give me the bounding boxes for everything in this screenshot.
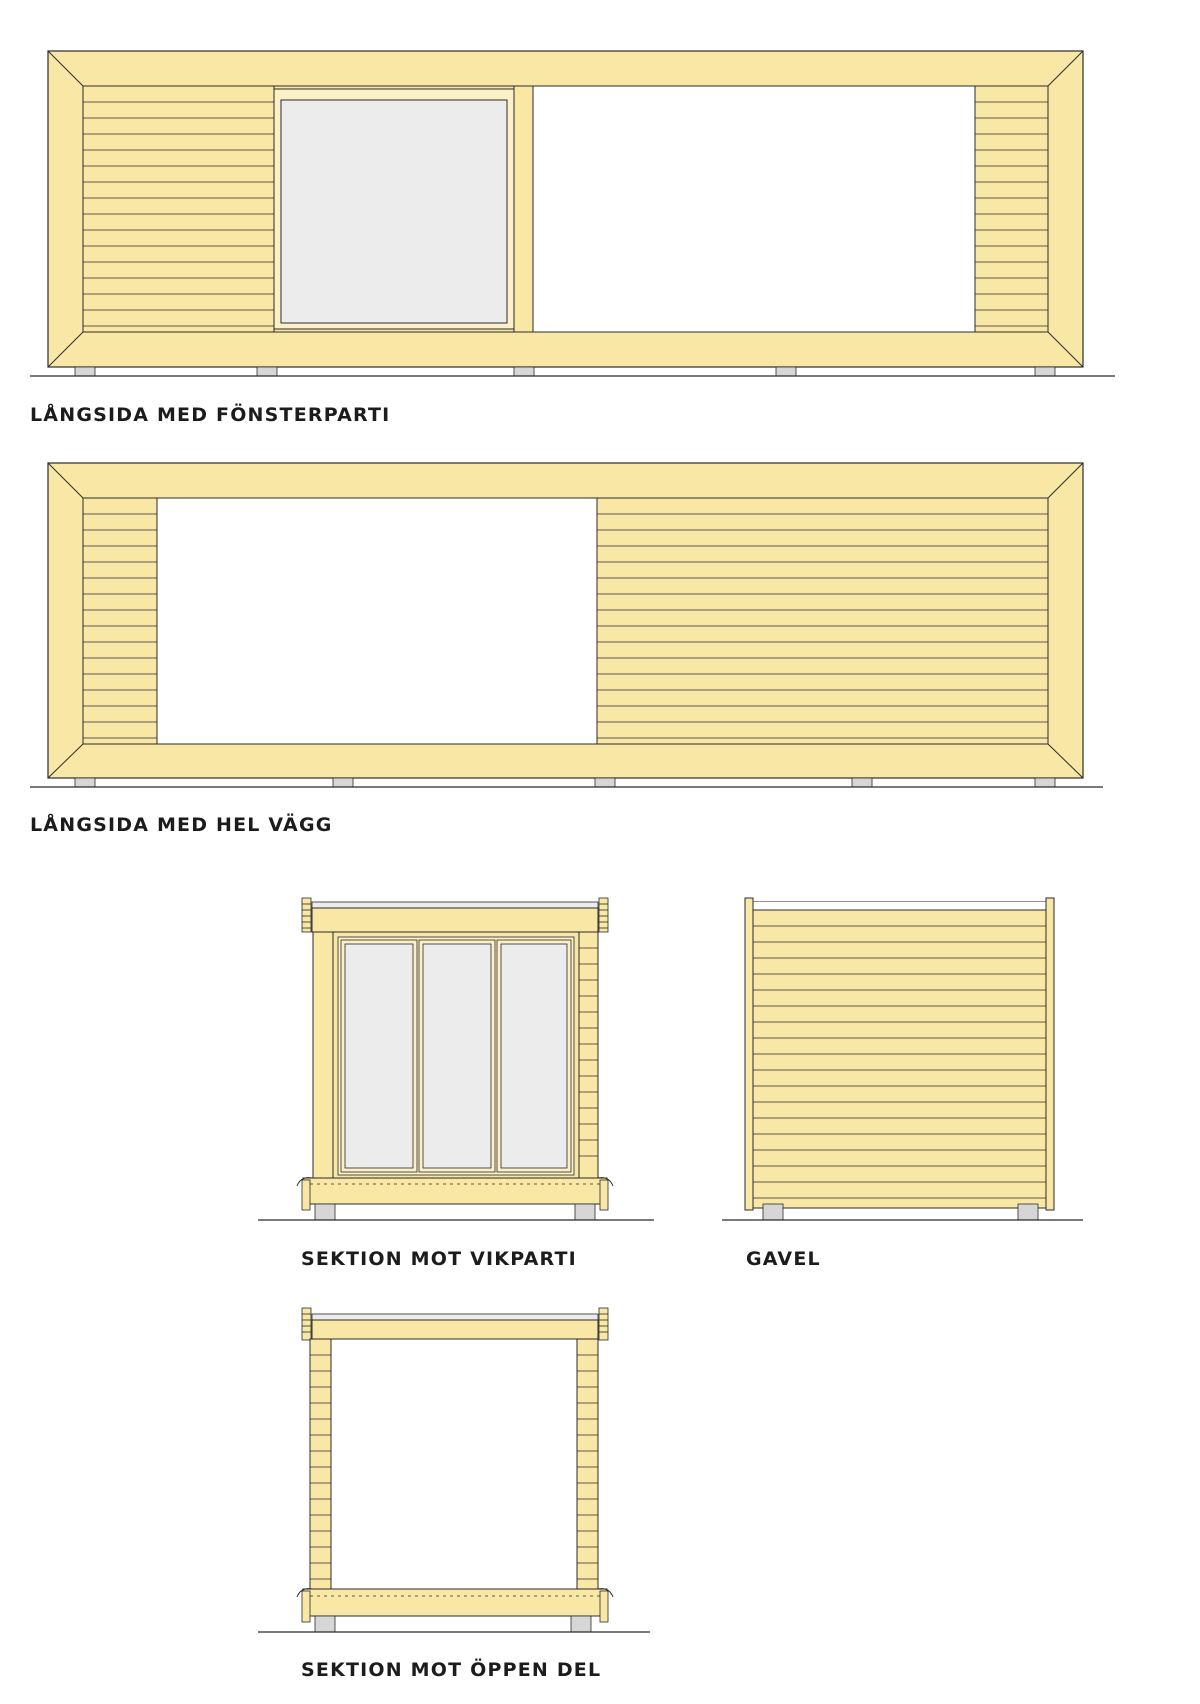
- folding-door-panels: [341, 940, 571, 1172]
- rafter-end-right: [599, 1308, 608, 1340]
- section-open-part: [258, 1308, 650, 1632]
- caption-long-side-window: LÅNGSIDA MED FÖNSTERPARTI: [30, 404, 391, 426]
- window-glass: [281, 100, 507, 323]
- elevation-long-side-wall: [30, 463, 1103, 787]
- rafter-end-right: [599, 898, 608, 932]
- elevation-long-side-window: [30, 51, 1115, 376]
- open-part: [533, 86, 975, 332]
- foundation-feet: [75, 778, 1055, 787]
- rafter-end-left: [302, 1308, 311, 1340]
- rafter-end-left: [302, 898, 311, 932]
- caption-gable: GAVEL: [746, 1248, 821, 1270]
- caption-long-side-wall: LÅNGSIDA MED HEL VÄGG: [30, 814, 333, 836]
- foundation-feet: [75, 367, 1055, 376]
- foundation-feet: [315, 1204, 595, 1220]
- foundation-feet: [315, 1616, 591, 1632]
- open-part: [157, 498, 597, 744]
- caption-section-folding: SEKTION MOT VIKPARTI: [301, 1248, 577, 1270]
- caption-section-open: SEKTION MOT ÖPPEN DEL: [301, 1659, 602, 1681]
- gable-elevation: [722, 898, 1083, 1220]
- section-folding-door: [258, 898, 654, 1220]
